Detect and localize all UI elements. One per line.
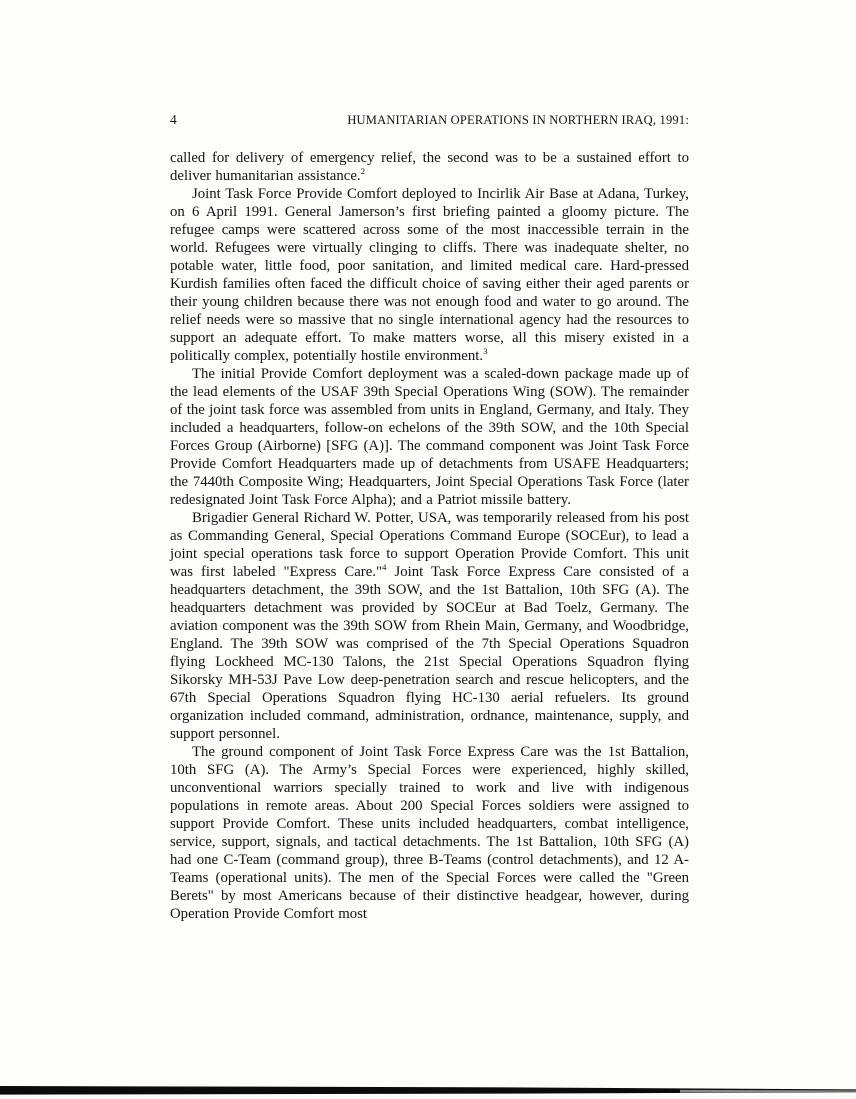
paragraph-text: called for delivery of emergency relief, the second was to be a sustained effort to deliver humanitarian assistance. [170,150,689,184]
paragraph [170,149,689,185]
body-text [170,149,689,923]
paragraph [170,743,689,923]
page-content [170,112,689,923]
paragraph-text: The ground component of Joint Task Force Express Care was the 1st Battalion, 10th SFG (A). The Army’s Special Forces were experienced, highly skilled, unconventional warriors specially trained to work and live with indigenous populations in remote areas. About 200 Special Forces soldiers were assigned to support Provide Comfort. These units included headquarters, combat intelligence, service, support, signals, and tactical detachments. The 1st Battalion, 10th SFG (A) had one C-Team (command group), three B-Teams (control detachments), and 12 A-Teams (operational units). The men of the Special Forces were called the "Green Berets" by most Americans because of their distinctive headgear, however, during Operation Provide Comfort most [170,744,689,922]
scan-artifact-bar [0,1083,856,1099]
running-header [170,112,689,128]
paragraph [170,365,689,509]
footnote-marker: 4 [382,562,387,573]
paragraph-text: Joint Task Force Provide Comfort deployed to Incirlik Air Base at Adana, Turkey, on 6 April 1991. General Jamerson’s first briefing painted a gloomy picture. The refugee camps were scattered across some of the most inaccessible terrain in the world. Refugees were virtually clinging to cliffs. There was inadequate shelter, no potable water, little food, poor sanitation, and limited medical care. Hard-pressed Kurdish families often faced the difficult choice of saving either their aged parents or their young children because there was not enough food and water to go around. The relief needs were so massive that no single international agency had the resources to support an adequate effort. To make matters worse, all this misery existed in a politically complex, potentially hostile environment. [170,186,689,364]
footnote-marker: 2 [360,166,366,177]
page-number: 4 [170,112,178,127]
running-header-title: HUMANITARIAN OPERATIONS IN NORTHERN IRAQ, 1991: [347,113,689,127]
paragraph [170,185,689,365]
paragraph-text: The initial Provide Comfort deployment was a scaled-down package made up of the lead elements of the USAF 39th Special Operations Wing (SOW). The remainder of the joint task force was assembled from units in England, Germany, and Italy. They included a headquarters, follow-on echelons of the 39th SOW, and the 10th Special Forces Group (Airborne) [SFG (A)]. The command component was Joint Task Force Provide Comfort Headquarters made up of detachments from USAFE Headquarters; the 7440th Composite Wing; Headquarters, Joint Special Operations Task Force (later redesignated Joint Task Force Alpha); and a Patriot missile battery. [170,366,689,508]
paragraph-text: Joint Task Force Express Care consisted of a headquarters detachment, the 39th SOW, and the 1st Battalion, 10th SFG (A). The headquarters detachment was provided by SOCEur at Bad Toelz, Germany. The aviation component was the 39th SOW from Rhein Main, Germany, and Woodbridge, England. The 39th SOW was comprised of the 7th Special Operations Squadron flying Lockheed MC-130 Talons, the 21st Special Operations Squadron flying Sikorsky MH-53J Pave Low deep-penetration search and rescue helicopters, and the 67th Special Operations Squadron flying HC-130 aerial refuelers. Its ground organization included command, administration, ordnance, maintenance, supply, and support personnel. [170,564,689,742]
paragraph [170,509,689,743]
paragraph-text: Brigadier General Richard W. Potter, USA, was temporarily released from his post as Commanding General, Special Operations Command Europe (SOCEur), to lead a joint special operations task force to support Operation Provide Comfort. This unit was first labeled "Express Care." [170,510,689,580]
footnote-marker: 3 [483,346,488,357]
